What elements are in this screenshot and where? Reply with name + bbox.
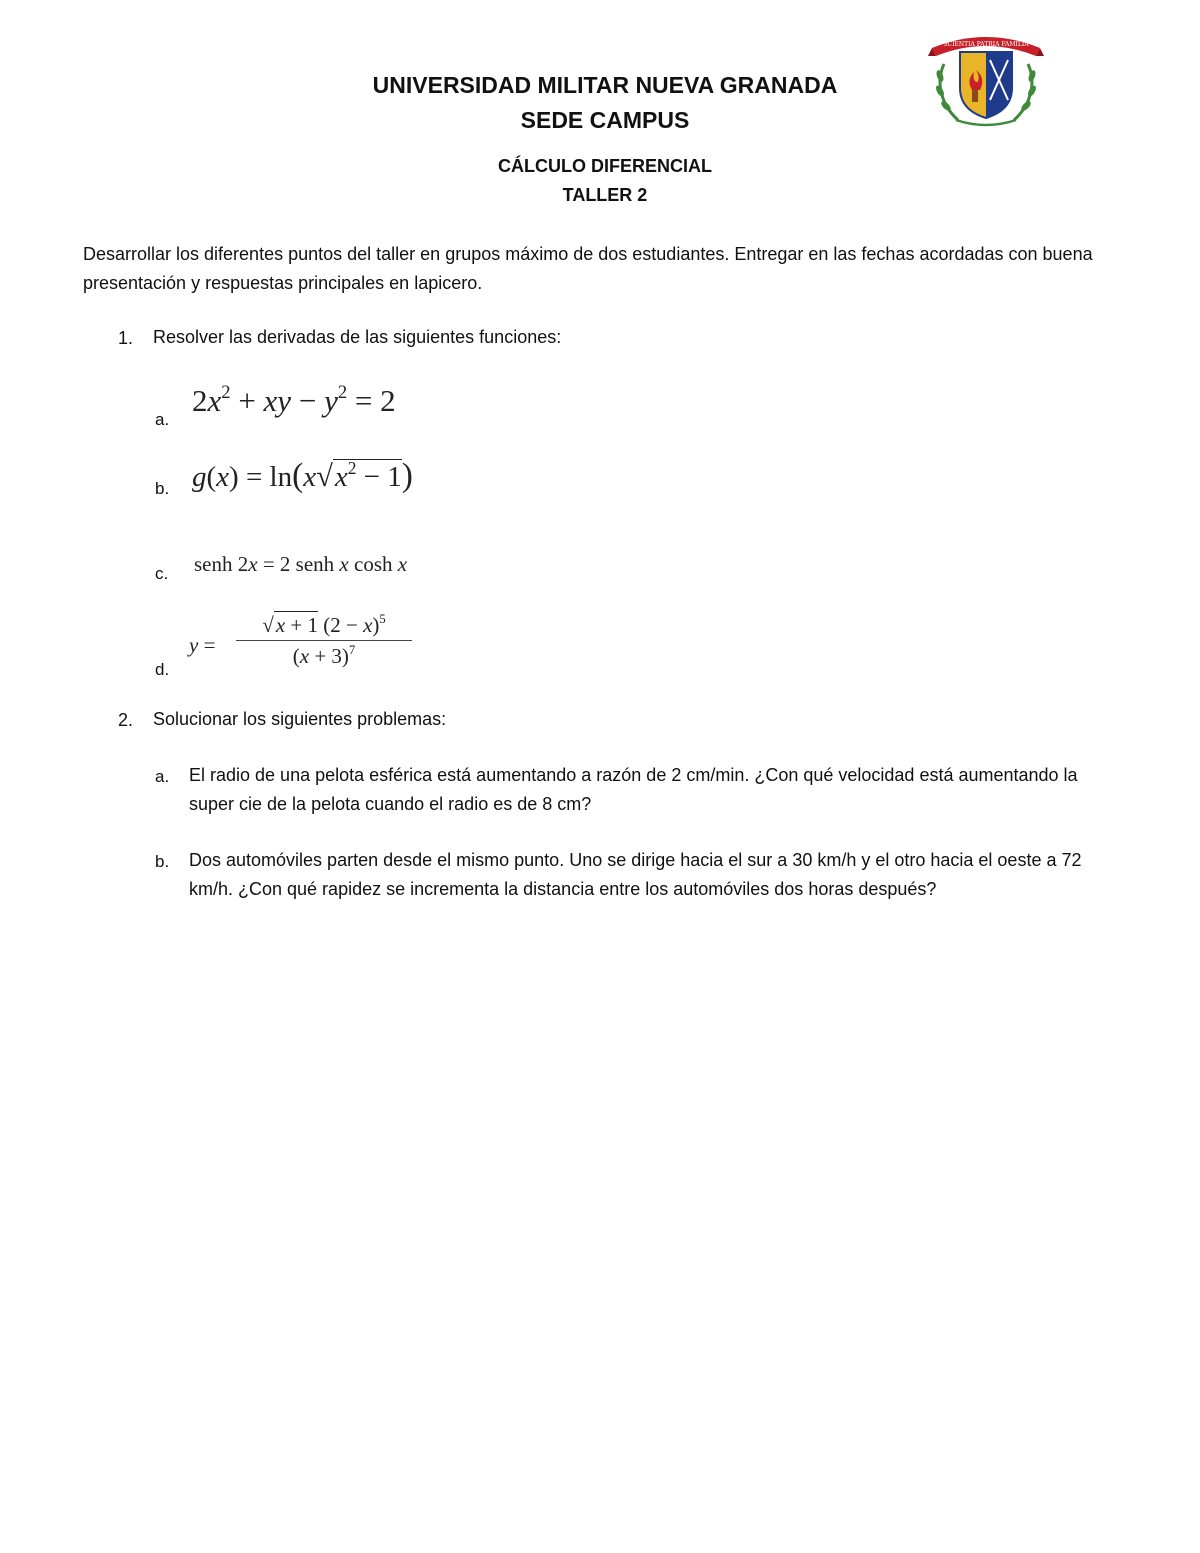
equation-1d-fraction: √x + 1 $(2 - x)^5$ $(x + 3)^7$ bbox=[236, 612, 412, 669]
problem-2b-text: Dos automóviles parten desde el mismo punto. Uno se dirige hacia el sur a 30 km/h y el otro hacia el oeste a 72 km/h. ¿Con qué rapidez se incrementa la distancia entre los automóviles dos horas después? bbox=[189, 850, 1082, 899]
section-1-number: 1. bbox=[118, 328, 134, 348]
equation-1d-lhs: y = bbox=[189, 633, 216, 657]
item-1b-label: b. bbox=[155, 479, 170, 498]
item-1c-label: c. bbox=[155, 564, 169, 583]
logo-motto: SCIENTIA PATRIA FAMILIA bbox=[943, 41, 1029, 48]
equation-1c: senh 2x = 2 senh x cosh x bbox=[194, 552, 408, 576]
section-2-title: Solucionar los siguientes problemas: bbox=[153, 709, 447, 729]
item-1d-label: d. bbox=[155, 660, 170, 679]
university-crest-icon bbox=[928, 26, 1044, 130]
item-2b-label: b. bbox=[155, 852, 170, 871]
item-1a-label: a. bbox=[155, 410, 170, 429]
campus-title: SEDE CAMPUS bbox=[520, 107, 690, 133]
equation-1a: $2x^2$ + xy − $y^2 = 2$ bbox=[192, 382, 396, 419]
problem-2a-text: El radio de una pelota esférica está aumentando a razón de 2 cm/min. ¿Con qué velocidad está aumentando la super cie de la pelota cuando el radio es de 8 cm? bbox=[189, 765, 1078, 814]
section-2-number: 2. bbox=[118, 710, 134, 730]
university-title: UNIVERSIDAD MILITAR NUEVA GRANADA bbox=[372, 72, 838, 98]
equation-1b: $g(x) = \ln(x√x^2 - 1)$ bbox=[192, 457, 413, 494]
workshop-title: TALLER 2 bbox=[562, 185, 648, 205]
item-2a-label: a. bbox=[155, 767, 170, 786]
course-title: CÁLCULO DIFERENCIAL bbox=[498, 156, 712, 176]
instructions-paragraph: Desarrollar los diferentes puntos del taller en grupos máximo de dos estudiantes. Entregar en las fechas acordadas con buena presentación y respuestas principales en lapicero. bbox=[83, 244, 1093, 293]
section-1-title: Resolver las derivadas de las siguientes funciones: bbox=[153, 327, 562, 347]
